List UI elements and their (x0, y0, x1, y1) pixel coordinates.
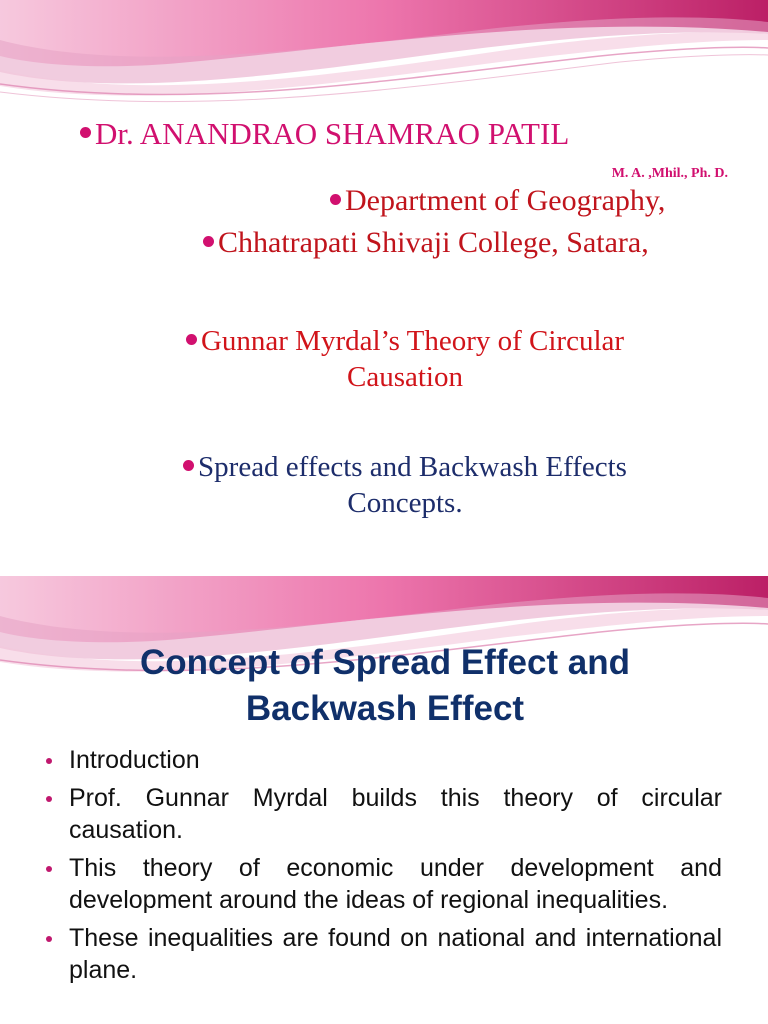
bullet-dot-icon (330, 194, 341, 205)
concepts-heading (100, 449, 710, 521)
slide-title (60, 640, 710, 732)
slide-title-line-1: Concept of Spread Effect and (139, 643, 631, 682)
concepts-line-1: Spread effects and Backwash Effects (198, 451, 627, 483)
decorative-wave-banner (0, 0, 768, 110)
bullet-dot-icon (46, 796, 52, 802)
concepts-line-2: Concepts. (347, 487, 463, 519)
list-item-text: This theory of economic under development and development around the ideas of regional inequalities. (69, 854, 722, 914)
list-item-text: Introduction (69, 746, 200, 774)
author-degrees: M. A. ,Mhil., Ph. D. (611, 166, 728, 181)
department-text: Department of Geography, (345, 184, 666, 217)
college-text: Chhatrapati Shivaji College, Satara, (218, 226, 649, 259)
bullet-dot-icon (203, 236, 214, 247)
bullet-dot-icon (46, 936, 52, 942)
list-item (44, 744, 722, 776)
author-name-text: Dr. ANANDRAO SHAMRAO PATIL (95, 116, 570, 151)
theory-line-1: Gunnar Myrdal’s Theory of Circular (200, 325, 625, 357)
list-item (44, 922, 722, 986)
author-name (80, 116, 569, 152)
college-line (203, 226, 649, 260)
slide-title-line-2: Backwash Effect (245, 689, 525, 728)
bullet-list (44, 744, 722, 992)
theory-line-2: Causation (347, 361, 463, 393)
bullet-dot-icon (186, 334, 197, 345)
bullet-dot-icon (46, 866, 52, 872)
department-line (330, 184, 665, 218)
list-item (44, 852, 722, 916)
bullet-dot-icon (80, 127, 91, 138)
list-item-text: Prof. Gunnar Myrdal builds this theory of circular causation. (69, 784, 722, 844)
bullet-dot-icon (46, 758, 52, 764)
list-item-text: These inequalities are found on national and international plane. (69, 924, 722, 984)
content-slide (0, 576, 768, 1024)
bullet-dot-icon (183, 460, 194, 471)
list-item (44, 782, 722, 846)
theory-heading (100, 323, 710, 395)
